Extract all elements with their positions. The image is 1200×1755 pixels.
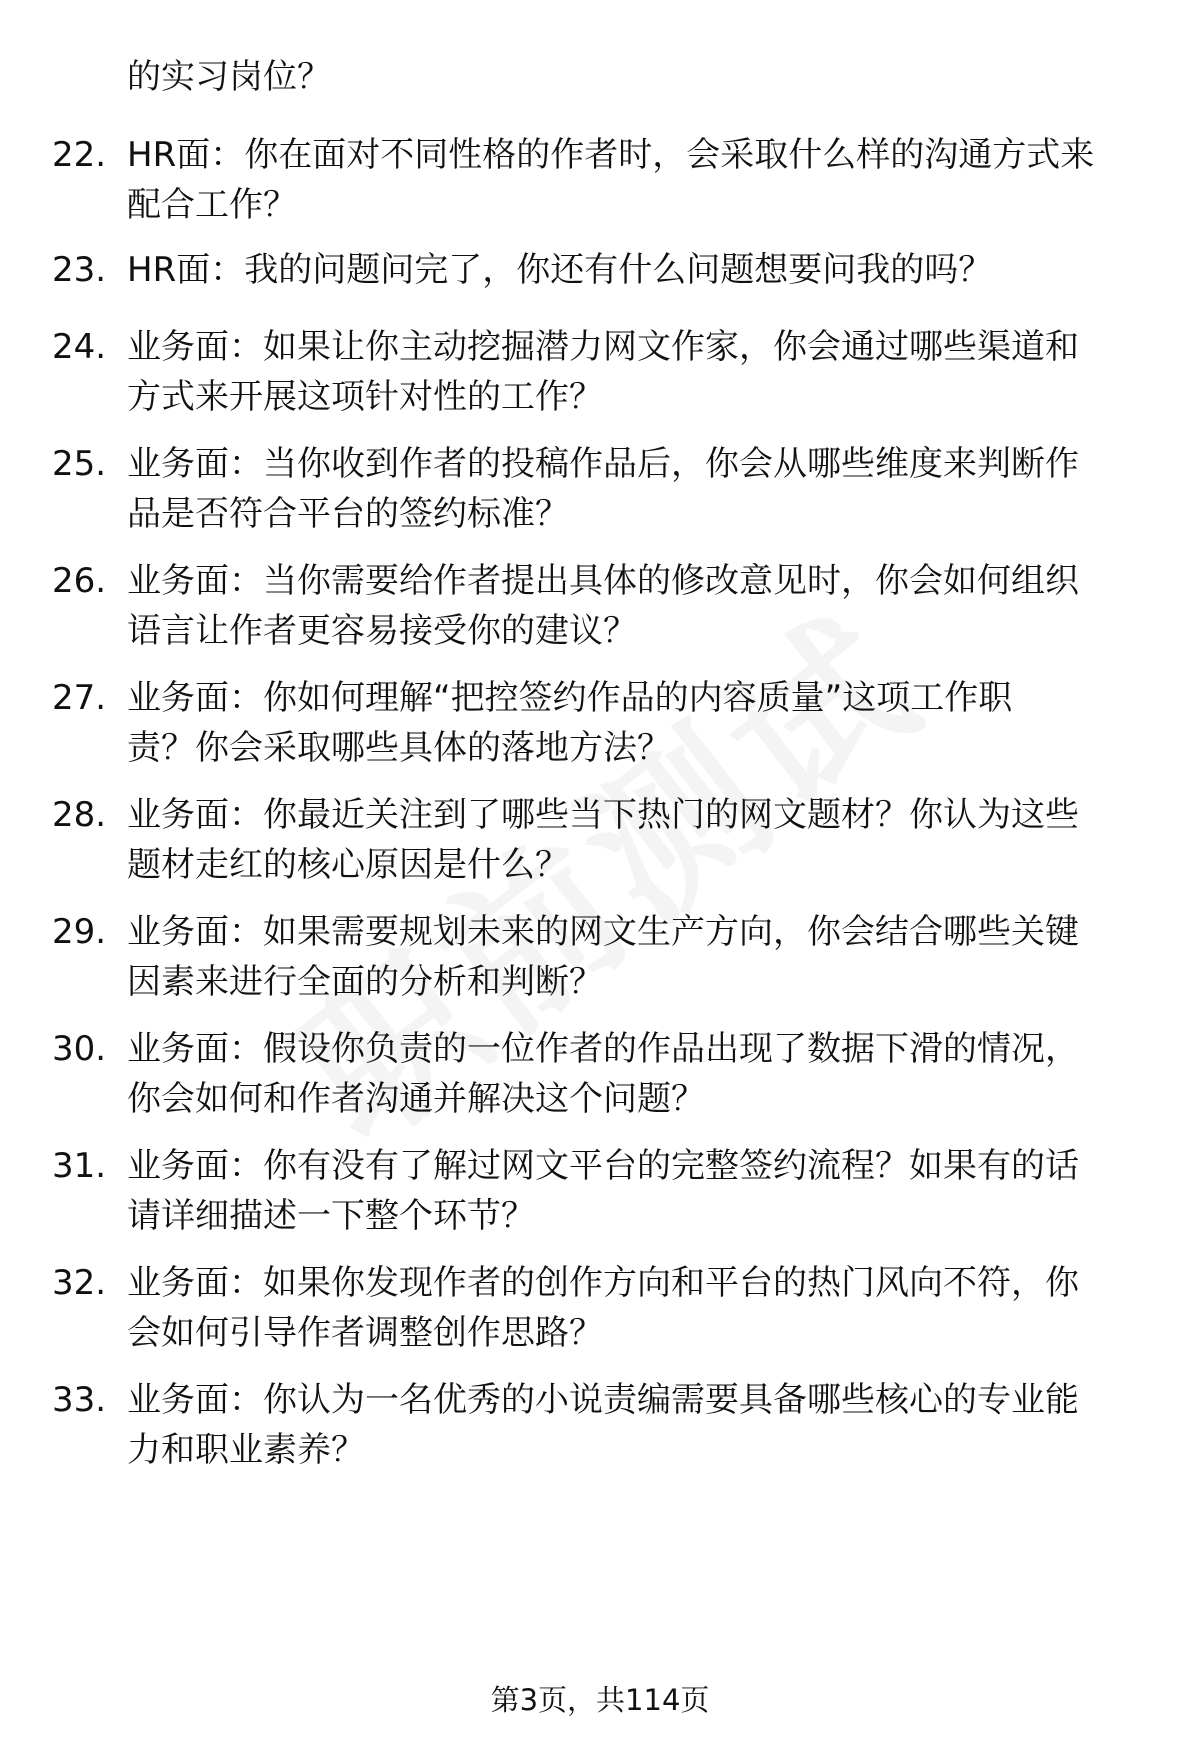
question-item — [0, 1258, 1200, 1358]
question-line: 业务面：当你收到作者的投稿作品后，你会从哪些维度来判断作 — [127, 444, 1079, 484]
question-number: 33. — [52, 1380, 107, 1420]
question-item — [0, 790, 1200, 890]
question-line: 方式来开展这项针对性的工作？ — [127, 377, 603, 417]
question-text — [127, 439, 1167, 539]
question-line: 品是否符合平台的签约标准？ — [127, 494, 569, 534]
question-line: 题材走红的核心原因是什么？ — [127, 845, 569, 885]
question-item — [0, 673, 1200, 773]
question-line: 因素来进行全面的分析和判断？ — [127, 962, 603, 1002]
question-line: 配合工作？ — [127, 185, 297, 225]
question-line: 业务面：如果需要规划未来的网文生产方向，你会结合哪些关键 — [127, 912, 1079, 952]
question-line: 业务面：如果你发现作者的创作方向和平台的热门风向不符，你 — [127, 1263, 1079, 1303]
question-line: HR面：你在面对不同性格的作者时，会采取什么样的沟通方式来 — [127, 135, 1095, 175]
question-item — [0, 1024, 1200, 1124]
question-text — [127, 245, 1167, 295]
question-text — [127, 790, 1167, 890]
question-text — [127, 673, 1167, 773]
question-number: 26. — [52, 561, 107, 601]
question-line: 请详细描述一下整个环节？ — [127, 1196, 535, 1236]
question-number: 32. — [52, 1263, 107, 1303]
question-line: 业务面：你有没有了解过网文平台的完整签约流程？如果有的话 — [127, 1146, 1079, 1186]
question-number: 25. — [52, 444, 107, 484]
question-number: 24. — [52, 327, 107, 367]
question-line: 你会如何和作者沟通并解决这个问题？ — [127, 1079, 705, 1119]
question-text — [127, 130, 1167, 230]
continued-question-text: 的实习岗位？ — [127, 57, 331, 97]
question-line: 会如何引导作者调整创作思路？ — [127, 1313, 603, 1353]
question-line: 业务面：你最近关注到了哪些当下热门的网文题材？你认为这些 — [127, 795, 1079, 835]
question-text — [127, 556, 1167, 656]
question-text — [127, 1258, 1167, 1358]
question-text — [127, 1024, 1167, 1124]
question-number: 28. — [52, 795, 107, 835]
question-line: 业务面：假设你负责的一位作者的作品出现了数据下滑的情况， — [127, 1029, 1079, 1069]
question-line: 业务面：如果让你主动挖掘潜力网文作家，你会通过哪些渠道和 — [127, 327, 1079, 367]
question-number: 22. — [52, 135, 107, 175]
question-line: 语言让作者更容易接受你的建议？ — [127, 611, 637, 651]
question-text — [127, 1375, 1167, 1475]
question-line: HR面：我的问题问完了，你还有什么问题想要问我的吗？ — [127, 250, 993, 290]
question-line: 责？你会采取哪些具体的落地方法？ — [127, 728, 671, 768]
question-item — [0, 322, 1200, 422]
question-number: 29. — [52, 912, 107, 952]
question-number: 27. — [52, 678, 107, 718]
question-number: 23. — [52, 250, 107, 290]
question-line: 力和职业素养？ — [127, 1430, 365, 1470]
question-line: 业务面：当你需要给作者提出具体的修改意见时，你会如何组织 — [127, 561, 1079, 601]
question-item — [0, 556, 1200, 656]
page-footer: 第3页，共114页 — [490, 1683, 710, 1717]
question-line: 业务面：你如何理解“把控签约作品的内容质量”这项工作职 — [127, 678, 1013, 718]
question-text — [127, 322, 1167, 422]
question-item — [0, 907, 1200, 1007]
question-item — [0, 1375, 1200, 1475]
question-number: 31. — [52, 1146, 107, 1186]
question-item — [0, 130, 1200, 230]
question-item — [0, 439, 1200, 539]
question-text — [127, 907, 1167, 1007]
question-line: 业务面：你认为一名优秀的小说责编需要具备哪些核心的专业能 — [127, 1380, 1079, 1420]
question-number: 30. — [52, 1029, 107, 1069]
question-item — [0, 1141, 1200, 1241]
question-text — [127, 1141, 1167, 1241]
